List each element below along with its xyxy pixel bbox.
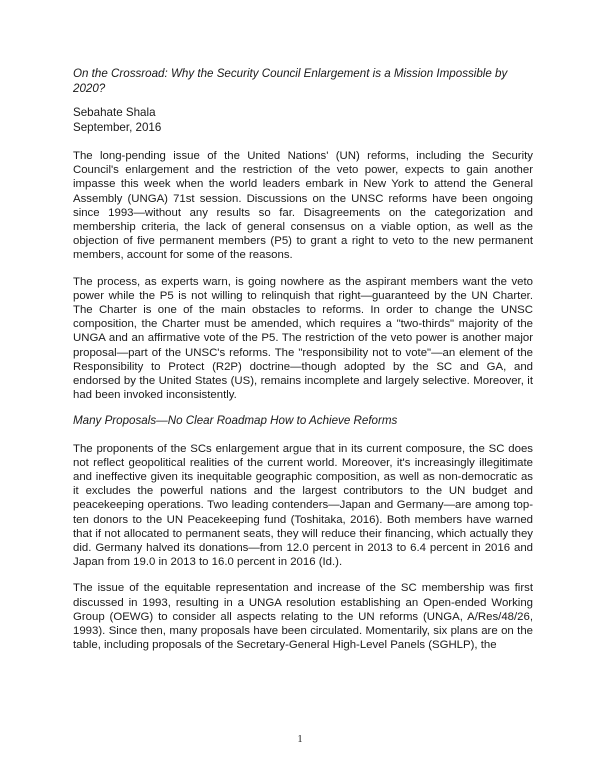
section-heading: Many Proposals—No Clear Roadmap How to Achieve Reforms <box>73 414 398 428</box>
paragraph: The proponents of the SCs enlargement argue that in its current composure, the SC does not reflect geopolitical realities of the current world. Moreover, it's increasingly illegitimate and ineffective given its inequitable geographic composition, as well as non-democratic as it excludes the powerful nations and the largest contributors to the UN budget and peacekeeping operations. Two leading contenders—Japan and Germany—are among top-ten donors to the UN Peacekeeping fund (Toshitaka, 2016). Both members have warned that if not allocated to permanent seats, they will reduce their financing, which actually they did. Germany halved its donations—from 12.0 percent in 2013 to 6.4 percent in 2016 and Japan from 19.0 in 2013 to 16.0 percent in 2016 (Id.). <box>73 442 533 569</box>
paragraph: The long-pending issue of the United Nations' (UN) reforms, including the Security Council's enlargement and the restriction of the veto power, expects to gain another impasse this week when the world leaders embark in New York to attend the General Assembly (UNGA) 71st session. Discussions on the UNSC reforms have been ongoing since 1993—without any results so far. Disagreements on the categorization and membership criteria, the lack of general consensus on a viable option, as well as the objection of five permanent members (P5) to grant a right to veto to the new permanent members, account for some of the reasons. <box>73 150 533 262</box>
page-number: 1 <box>297 734 303 745</box>
document-title: On the Crossroad: Why the Security Council Enlargement is a Mission Impossible by 2020? <box>73 67 508 95</box>
publication-date: September, 2016 <box>73 120 162 134</box>
paragraph: The process, as experts warn, is going nowhere as the aspirant members want the veto power while the P5 is not willing to relinquish that right—guaranteed by the UN Charter. The Charter is one of the main obstacles to reforms. In order to change the UNSC composition, the Charter must be amended, which requires a "two-thirds" majority of the UNGA and an affirmative vote of the P5. The restriction of the veto power is another major proposal—part of the UNSC's reforms. The "responsibility not to vote"—an element of the Responsibility to Protect (R2P) doctrine—though adopted by the SC and GA, and endorsed by the United States (US), remains incomplete and largely selective. Moreover, it had been invoked inconsistently. <box>73 275 533 402</box>
paragraph: The issue of the equitable representation and increase of the SC membership was first discussed in 1993, resulting in a UNGA resolution establishing an Open-ended Working Group (OEWG) to consider all aspects relating to the UN reforms (UNGA, A/Res/48/26, 1993). Since then, many proposals have been circulated. Momentarily, six plans are on the table, including proposals of the Secretary-General High-Level Panels (SGHLP), the <box>73 582 533 652</box>
author-name: Sebahate Shala <box>73 106 156 119</box>
document-body <box>73 66 533 665</box>
